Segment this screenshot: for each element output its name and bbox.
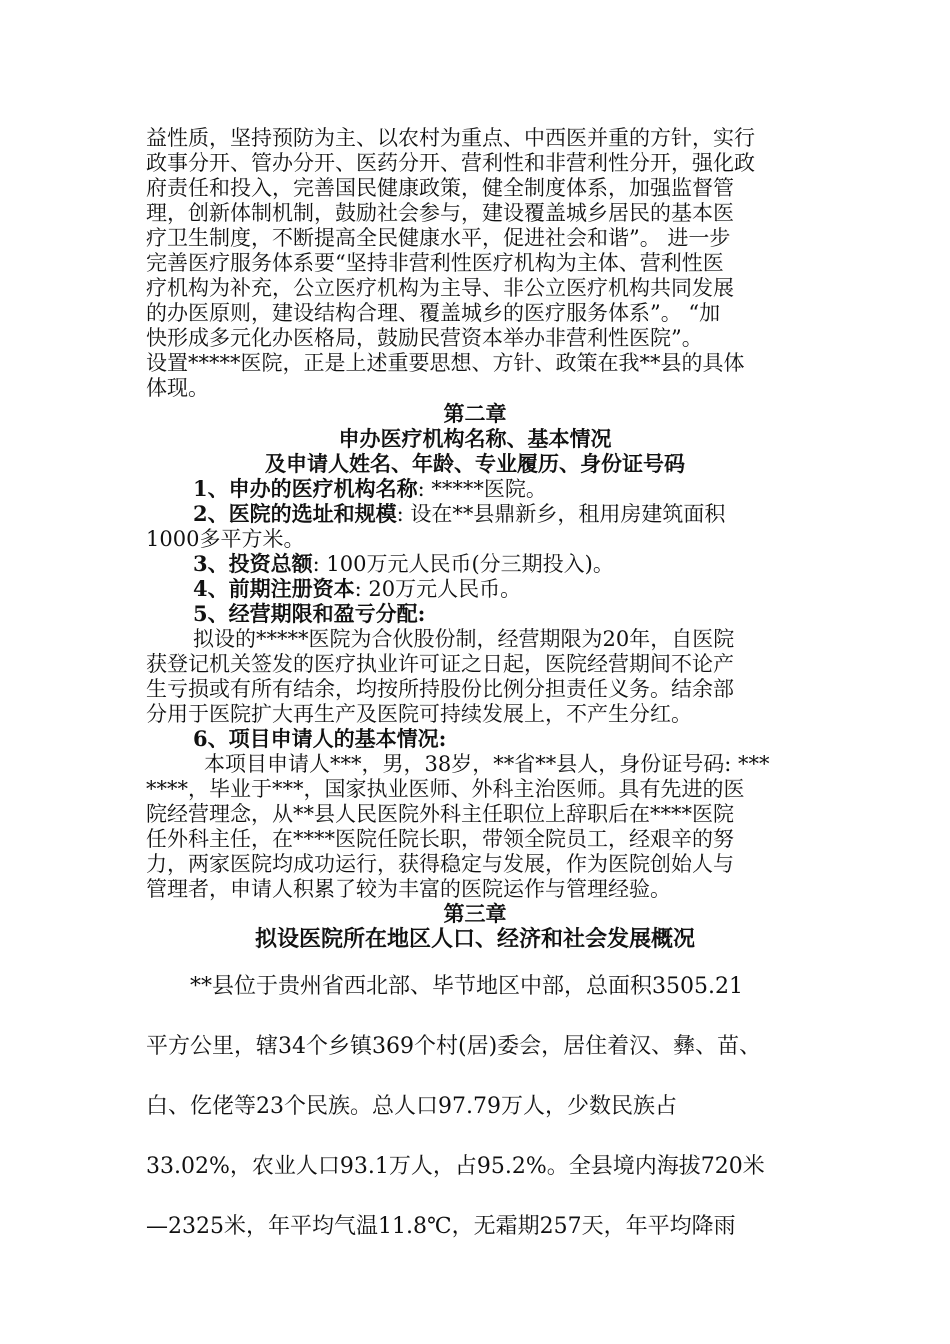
chapter2-heading: 第二章	[443, 401, 507, 426]
intro-line: 体现。	[146, 376, 209, 400]
item-2	[193, 502, 725, 526]
intro-line: 疗机构为补充，公立医疗机构为主导、非公立医疗机构共同发展	[146, 276, 734, 300]
item-6-line: 力，两家医院均成功运行，获得稳定与发展，作为医院创始人与	[146, 852, 734, 876]
chapter3-line: —2325米，年平均气温11.8℃，无霜期257天，年平均降雨	[146, 1214, 736, 1239]
item-3	[193, 552, 614, 576]
chapter3-line: 白、仡佬等23个民族。总人口97.79万人，少数民族占	[146, 1094, 677, 1119]
item-1-label: 1、申办的医疗机构名称	[193, 476, 418, 501]
intro-line: 快形成多元化办医格局，鼓励民营资本举办非营利性医院”。	[146, 326, 703, 350]
item-5-line: 获登记机关签发的医疗执业许可证之日起，医院经营期间不论产	[146, 652, 734, 676]
item-6-line: 任外科主任，在****医院任院长职，带领全院员工，经艰辛的努	[146, 827, 734, 851]
item-2-label: 2、医院的选址和规模	[193, 501, 397, 526]
chapter3-title: 拟设医院所在地区人口、经济和社会发展概况	[254, 926, 695, 952]
intro-line: 设置*****医院，正是上述重要思想、方针、政策在我**县的具体	[146, 351, 745, 375]
item-3-text: : 100万元人民币(分三期投入)。	[312, 552, 614, 576]
intro-line: 疗卫生制度，不断提高全民健康水平，促进社会和谐”。 进一步	[146, 226, 731, 250]
item-5-line: 分用于医院扩大再生产及医院可持续发展上，不产生分红。	[146, 702, 692, 726]
intro-line: 的办医原则，建设结构合理、覆盖城乡的医疗服务体系”。 “加	[146, 301, 721, 325]
item-5-label: 5、经营期限和盈亏分配:	[193, 601, 426, 626]
item-6-line: ****，毕业于***，国家执业医师、外科主治医师。具有先进的医	[146, 777, 745, 801]
chapter3-line: 33.02%，农业人口93.1万人，占95.2%。全县境内海拔720米	[146, 1154, 765, 1179]
item-5-line: 拟设的*****医院为合伙股份制，经营期限为20年，自医院	[193, 627, 735, 651]
item-4	[193, 577, 521, 601]
intro-line: 理，创新体制机制，鼓励社会参与，建设覆盖城乡居民的基本医	[146, 201, 734, 225]
intro-line: 政事分开、管办分开、医药分开、营利性和非营利性分开，强化政	[146, 151, 755, 175]
item-4-text: : 20万元人民币。	[354, 577, 522, 601]
item-6-label: 6、项目申请人的基本情况:	[193, 726, 447, 751]
item-1	[193, 477, 547, 501]
chapter3-line: 平方公里，辖34个乡镇369个村(居)委会，居住着汉、彝、苗、	[146, 1034, 762, 1059]
chapter2-title-2: 及申请人姓名、年龄、专业履历、身份证号码	[265, 451, 685, 476]
chapter2-title-1: 申办医疗机构名称、基本情况	[338, 426, 612, 451]
item-5-line: 生亏损或有所有结余，均按所持股份比例分担责任义务。结余部	[146, 677, 734, 701]
item-2-text: : 设在**县鼎新乡，租用房建筑面积	[396, 502, 726, 526]
item-1-text: : *****医院。	[417, 477, 547, 501]
item-6-line: 本项目申请人***，男，38岁，**省**县人，身份证号码: ***	[204, 752, 770, 776]
intro-line: 益性质，坚持预防为主、以农村为重点、中西医并重的方针，实行	[146, 126, 755, 150]
item-3-label: 3、投资总额	[193, 551, 313, 576]
chapter3-line: **县位于贵州省西北部、毕节地区中部，总面积3505.21	[190, 974, 743, 999]
item-4-label: 4、前期注册资本	[193, 576, 355, 601]
item-2-continuation: 1000多平方米。	[146, 527, 305, 551]
item-6-line: 管理者，申请人积累了较为丰富的医院运作与管理经验。	[146, 877, 671, 901]
intro-line: 完善医疗服务体系要“坚持非营利性医疗机构为主体、营利性医	[146, 251, 724, 275]
chapter3-heading: 第三章	[443, 901, 507, 926]
item-6-line: 院经营理念，从**县人民医院外科主任职位上辞职后在****医院	[146, 802, 734, 826]
intro-line: 府责任和投入，完善国民健康政策，健全制度体系，加强监督管	[146, 176, 734, 200]
